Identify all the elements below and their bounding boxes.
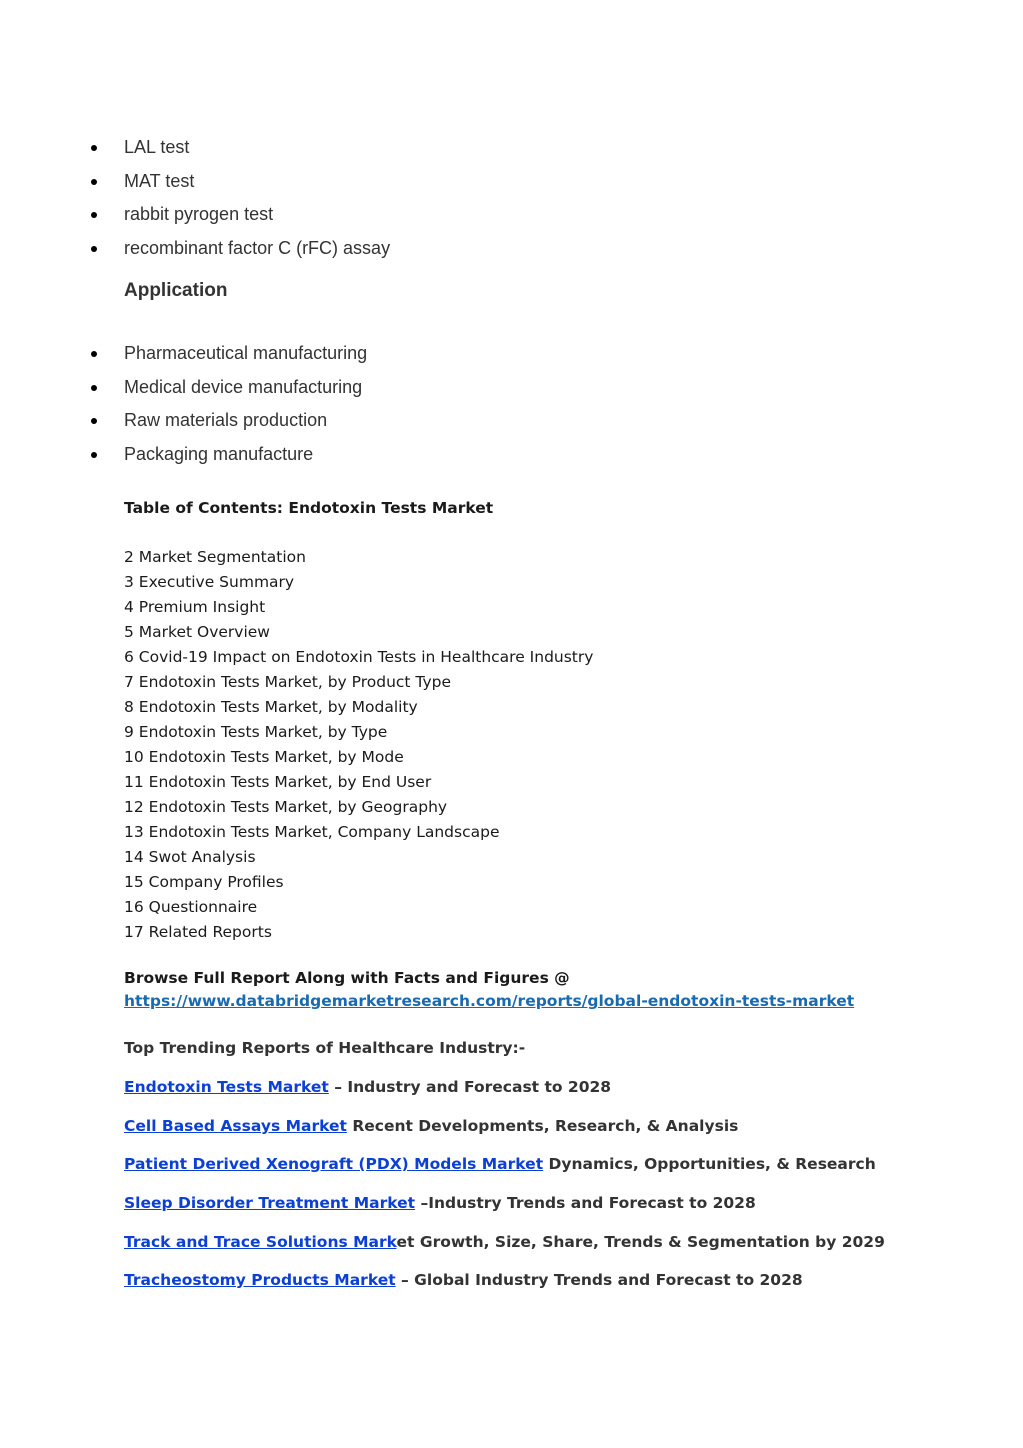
- toc-item: 3 Executive Summary: [124, 573, 295, 591]
- bullet-icon: [91, 212, 97, 218]
- toc-item: 11 Endotoxin Tests Market, by End User: [124, 773, 432, 791]
- trending-report-item: Patient Derived Xenograft (PDX) Models Market Dynamics, Opportunities, & Research: [124, 1155, 876, 1173]
- list-item: Pharmaceutical manufacturing: [0, 341, 1023, 375]
- trending-title: Top Trending Reports of Healthcare Industry:-: [124, 1039, 526, 1057]
- bullet-icon: [91, 351, 97, 357]
- trending-report-item: Track and Trace Solutions Market Growth, Size, Share, Trends & Segmentation by 2029: [124, 1233, 885, 1251]
- report-link[interactable]: Sleep Disorder Treatment Market: [124, 1194, 416, 1212]
- toc-title: Table of Contents: Endotoxin Tests Market: [124, 499, 494, 517]
- list-item: MAT test: [0, 169, 1023, 203]
- application-heading: Application: [124, 280, 228, 301]
- trending-report-item: Endotoxin Tests Market – Industry and Forecast to 2028: [124, 1078, 612, 1096]
- bullet-icon: [91, 385, 97, 391]
- list-item: LAL test: [0, 135, 1023, 169]
- application-list: [0, 341, 1023, 476]
- toc-item: 8 Endotoxin Tests Market, by Modality: [124, 698, 418, 716]
- bullet-icon: [91, 418, 97, 424]
- toc-item: 2 Market Segmentation: [124, 548, 306, 566]
- test-type-list: [0, 135, 1023, 270]
- trending-report-item: Cell Based Assays Market Recent Developments, Research, & Analysis: [124, 1117, 739, 1135]
- bullet-icon: [91, 145, 97, 151]
- list-item: Medical device manufacturing: [0, 375, 1023, 409]
- toc-list: [124, 546, 593, 946]
- toc-item: 10 Endotoxin Tests Market, by Mode: [124, 748, 404, 766]
- toc-item: 15 Company Profiles: [124, 873, 284, 891]
- toc-item: 12 Endotoxin Tests Market, by Geography: [124, 798, 448, 816]
- list-item: Raw materials production: [0, 408, 1023, 442]
- list-item: Packaging manufacture: [0, 442, 1023, 476]
- toc-item: 9 Endotoxin Tests Market, by Type: [124, 723, 388, 741]
- list-item: rabbit pyrogen test: [0, 202, 1023, 236]
- bullet-icon: [91, 179, 97, 185]
- toc-item: 7 Endotoxin Tests Market, by Product Type: [124, 673, 452, 691]
- report-link[interactable]: Endotoxin Tests Market: [124, 1078, 329, 1096]
- toc-item: 4 Premium Insight: [124, 598, 266, 616]
- list-item: recombinant factor C (rFC) assay: [0, 236, 1023, 270]
- toc-item: 17 Related Reports: [124, 923, 272, 941]
- toc-item: 13 Endotoxin Tests Market, Company Landscape: [124, 823, 500, 841]
- toc-item: 16 Questionnaire: [124, 898, 258, 916]
- trending-report-item: Tracheostomy Products Market – Global Industry Trends and Forecast to 2028: [124, 1271, 803, 1289]
- trending-report-item: Sleep Disorder Treatment Market –Industry Trends and Forecast to 2028: [124, 1194, 756, 1212]
- report-link[interactable]: Track and Trace Solutions Mark: [124, 1233, 397, 1251]
- report-link[interactable]: Cell Based Assays Market: [124, 1117, 347, 1135]
- toc-item: 6 Covid-19 Impact on Endotoxin Tests in Healthcare Industry: [124, 648, 594, 666]
- bullet-icon: [91, 452, 97, 458]
- toc-item: 14 Swot Analysis: [124, 848, 256, 866]
- report-link[interactable]: Patient Derived Xenograft (PDX) Models Market: [124, 1155, 544, 1173]
- report-link[interactable]: Tracheostomy Products Market: [124, 1271, 396, 1289]
- report-url-link[interactable]: https://www.databridgemarketresearch.com/reports/global-endotoxin-tests-market: [124, 992, 855, 1010]
- toc-item: 5 Market Overview: [124, 623, 270, 641]
- browse-label: Browse Full Report Along with Facts and Figures @: [124, 969, 570, 987]
- bullet-icon: [91, 246, 97, 252]
